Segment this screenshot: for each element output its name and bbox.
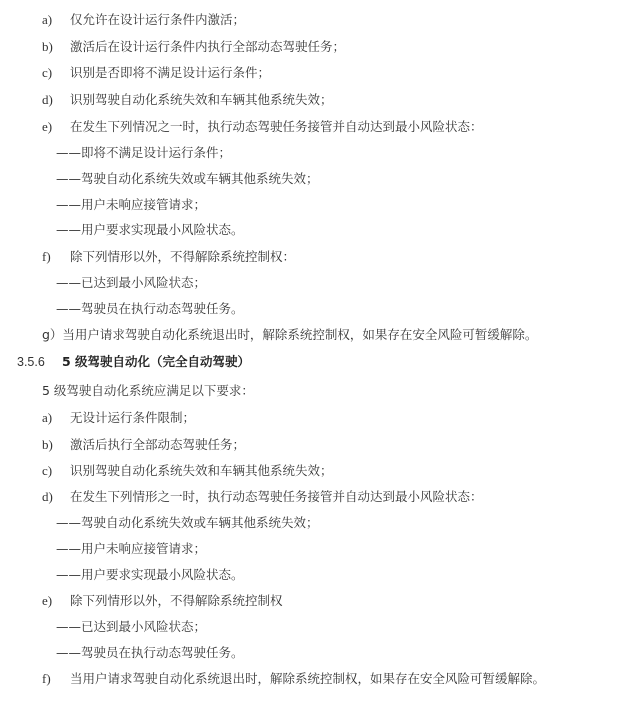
list-item-text: 无设计运行条件限制； xyxy=(70,410,196,425)
list-marker: d) xyxy=(42,92,53,107)
list-item-text: 当用户请求驾驶自动化系统退出时，解除系统控制权，如果存在安全风险可暂缓解除。 xyxy=(70,671,546,686)
list-item-text: 激活后在设计运行条件内执行全部动态驾驶任务； xyxy=(70,39,346,54)
sub-list-item-text: ——已达到最小风险状态； xyxy=(56,275,207,290)
list-marker: f) xyxy=(42,249,51,264)
sub-list-item-text: ——驾驶自动化系统失效或车辆其他系统失效； xyxy=(56,171,319,186)
sub-list-item-text: ——已达到最小风险状态； xyxy=(56,619,207,634)
list-item-text: 识别驾驶自动化系统失效和车辆其他系统失效； xyxy=(70,463,333,478)
list-marker: e) xyxy=(42,593,53,608)
list-marker: b) xyxy=(42,39,53,54)
sub-list-item-text: ——驾驶员在执行动态驾驶任务。 xyxy=(56,301,244,316)
list-item-text: 在发生下列情形之一时，执行动态驾驶任务接管并自动达到最小风险状态： xyxy=(70,489,483,504)
sub-list-item-text: ——驾驶自动化系统失效或车辆其他系统失效； xyxy=(56,515,319,530)
list-item-text: 识别驾驶自动化系统失效和车辆其他系统失效； xyxy=(70,92,333,107)
list-marker: c) xyxy=(42,65,53,80)
sub-list-item-text: ——用户未响应接管请求； xyxy=(56,541,207,556)
list-marker: f) xyxy=(42,671,51,686)
section-title: 5 级驾驶自动化（完全自动驾驶） xyxy=(62,354,251,369)
list-marker: b) xyxy=(42,437,53,452)
list-item-text: 除下列情形以外，不得解除系统控制权 xyxy=(70,593,283,608)
list-marker: c) xyxy=(42,463,53,478)
section-number: 3.5.6 xyxy=(17,355,45,369)
sub-list-item-text: ——用户未响应接管请求； xyxy=(56,197,207,212)
list-marker: d) xyxy=(42,489,53,504)
list-marker: e) xyxy=(42,119,53,134)
list-marker: a) xyxy=(42,410,53,425)
list-item-text: 识别是否即将不满足设计运行条件； xyxy=(70,65,271,80)
sub-list-item-text: ——驾驶员在执行动态驾驶任务。 xyxy=(56,645,244,660)
list-item-text: 仅允许在设计运行条件内激活； xyxy=(70,12,246,27)
list-item-text: g）当用户请求驾驶自动化系统退出时，解除系统控制权，如果存在安全风险可暂缓解除。 xyxy=(42,327,538,342)
sub-list-item-text: ——用户要求实现最小风险状态。 xyxy=(56,222,244,237)
list-marker: a) xyxy=(42,12,53,27)
sub-list-item-text: ——即将不满足设计运行条件； xyxy=(56,145,232,160)
sub-list-item-text: ——用户要求实现最小风险状态。 xyxy=(56,567,244,582)
list-item-text: 除下列情形以外，不得解除系统控制权： xyxy=(70,249,296,264)
list-item-text: 在发生下列情况之一时，执行动态驾驶任务接管并自动达到最小风险状态： xyxy=(70,119,483,134)
list-item-text: 激活后执行全部动态驾驶任务； xyxy=(70,437,246,452)
intro-text: 5 级驾驶自动化系统应满足以下要求： xyxy=(42,383,254,398)
